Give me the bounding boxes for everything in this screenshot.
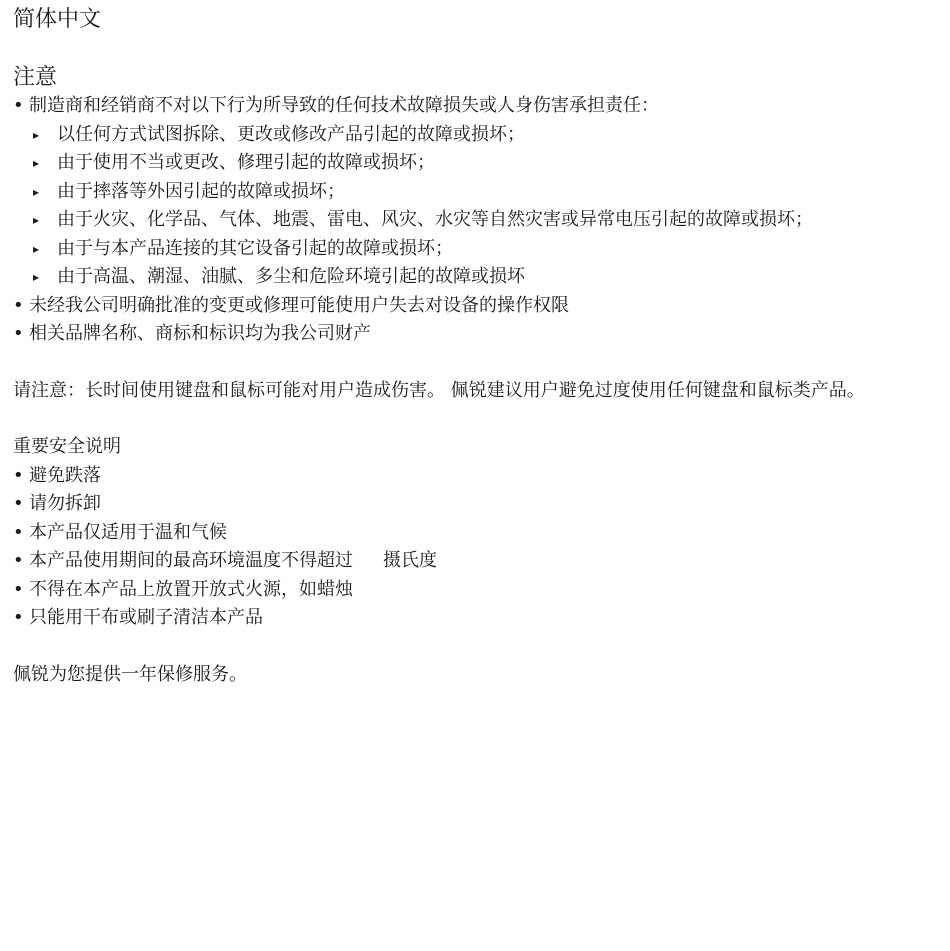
warranty-statement: 佩锐为您提供一年保修服务。 [13,663,247,685]
temperature-suffix: 摄氏度 [383,550,437,571]
caution-paragraph: 请注意：长时间使用键盘和鼠标可能对用户造成伤害。 佩锐建议用户避免过度使用任何键盘和鼠标类产品。 [13,379,865,401]
cause-list [29,121,938,292]
safety-item: • 请勿拆卸 [13,490,938,519]
disclaimer-text: 制造商和经销商不对以下行为所导致的任何技术故障损失或人身伤害承担责任： [29,95,659,116]
cause-item: ▸ 以任何方式试图拆除、更改或修改产品引起的故障或损坏； [13,121,938,150]
safety-title: 重要安全说明 [13,436,121,457]
safety-item-temperature [13,547,938,576]
notice-disclaimer [13,92,938,292]
cause-item: ▸ 由于摔落等外因引起的故障或损坏； [13,178,938,207]
safety-list [13,462,938,633]
cause-item: ▸ 由于高温、潮湿、油腻、多尘和危险环境引起的故障或损坏 [13,263,938,292]
cause-item: ▸ 由于火灾、化学品、气体、地震、雷电、风灾、水灾等自然灾害或异常电压引起的故障或损坏； [13,206,938,235]
cause-item: ▸ 由于使用不当或更改、修理引起的故障或损坏； [13,149,938,178]
safety-item: • 不得在本产品上放置开放式火源，如蜡烛 [13,576,938,605]
temperature-prefix: 本产品使用期间的最高环境温度不得超过 [29,550,353,571]
safety-item: • 本产品仅适用于温和气候 [13,519,938,548]
notice-title: 注意 [13,65,58,90]
notice-list [13,92,938,349]
notice-authorization: • 未经我公司明确批准的变更或修理可能使用户失去对设备的操作权限 [13,292,938,321]
notice-trademarks: • 相关品牌名称、商标和标识均为我公司财产 [13,320,938,349]
language-title: 简体中文 [13,7,102,32]
manual-page [13,6,938,689]
safety-item: • 避免跌落 [13,462,938,491]
cause-item: ▸ 由于与本产品连接的其它设备引起的故障或损坏； [13,235,938,264]
safety-item: • 只能用干布或刷子清洁本产品 [13,604,938,633]
